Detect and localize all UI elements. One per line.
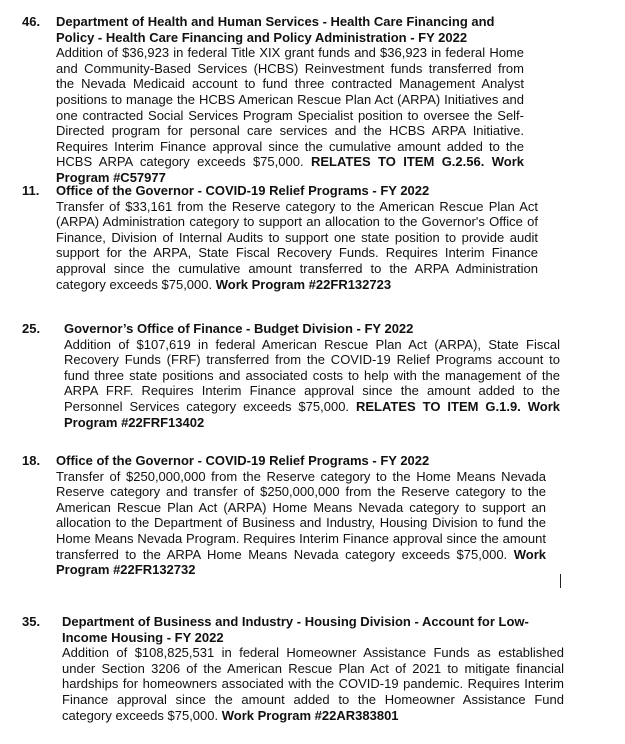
text-cursor: [560, 574, 561, 588]
item-reference: RELATES TO ITEM G.2.56. Work Program #C57977: [56, 154, 524, 185]
item-title: Governor’s Office of Finance - Budget Division - FY 2022: [64, 321, 414, 336]
item-description: Transfer of $250,000,000 from the Reserve category to the Home Means Nevada Reserve category and transfer of $250,000,000 from the Reserve category to the American Rescue Plan Act (ARPA) Home Means Nevada category to support an allocation to the Department of Business and Industry, Housing Division to fund the Home Means Nevada Program. Requires Interim Finance approval since the amount transferred to the ARPA Home Means Nevada category exceeds $75,000.: [56, 468, 546, 562]
item-number: 25.: [22, 321, 41, 336]
item-reference: Work Program #22FR132732: [56, 546, 546, 578]
item-reference: RELATES TO ITEM G.1.9. Work Program #22FRF13402: [64, 398, 560, 430]
item-number: 46.: [22, 14, 41, 29]
item-body: [64, 337, 560, 431]
item-body: [56, 469, 546, 578]
item-description: Addition of $108,825,531 in federal Homeowner Assistance Funds as established under Section 3206 of the American Rescue Plan Act of 2021 to mitigate financial hardships for homeowners associated with the COVID-19 pandemic. Requires Interim Finance approval since the amount added to the Homeowner Assistance Fund category exceeds $75,000.: [62, 645, 564, 723]
item-number: 11.: [22, 183, 40, 198]
item-title: Department of Business and Industry - Housing Division - Account for Low-Income Housing - FY 2022: [62, 614, 529, 645]
item-description: Addition of $107,619 in federal American Rescue Plan Act (ARPA), State Fiscal Recovery Funds (FRF) transferred from the COVID-19 Relief Programs account to fund three state positions and associated costs to help with the management of the ARPA FRF. Requires Interim Finance approval since the amount added to the Personnel Services category exceeds $75,000.: [64, 336, 560, 414]
item-title: Office of the Governor - COVID-19 Relief Programs - FY 2022: [56, 183, 430, 198]
item-number: 18.: [22, 453, 41, 468]
item-body: [62, 645, 564, 723]
item-reference: Work Program #22FR132723: [215, 276, 392, 292]
item-description: Transfer of $33,161 from the Reserve category to the American Rescue Plan Act (ARPA) Administration category to support an allocation to the Governor's Office of Finance, Division of Internal Audits to support one state position to provide audit support for the ARPA, State Fiscal Recovery Funds. Requires Interim Finance approval since the cumulative amount transferred to the ARPA Administration category exceeds $75,000.: [56, 198, 538, 292]
item-number: 35.: [22, 614, 41, 629]
item-description: Addition of $36,923 in federal Title XIX grant funds and $36,923 in federal Home and Community-Based Services (HCBS) Reinvestment funds transferred from the Nevada Medicaid account to fund three contracted Management Analyst positions to manage the HCBS American Rescue Plan Act (ARPA) Initiatives and one contracted Social Services Program Specialist position to oversee the Self-Directed program for personal care services and the HCBS ARPA Initiative. Requires Interim Finance approval since the cumulative amount added to the HCBS ARPA category exceeds $75,000.: [56, 45, 524, 170]
item-body: [56, 199, 538, 293]
item-title: Department of Health and Human Services - Health Care Financing and Policy - Health Care Financing and Policy Administration - FY 2022: [56, 14, 495, 45]
item-title: Office of the Governor - COVID-19 Relief Programs - FY 2022: [56, 453, 430, 468]
item-reference: Work Program #22AR383801: [221, 707, 399, 723]
item-body: [56, 45, 524, 185]
